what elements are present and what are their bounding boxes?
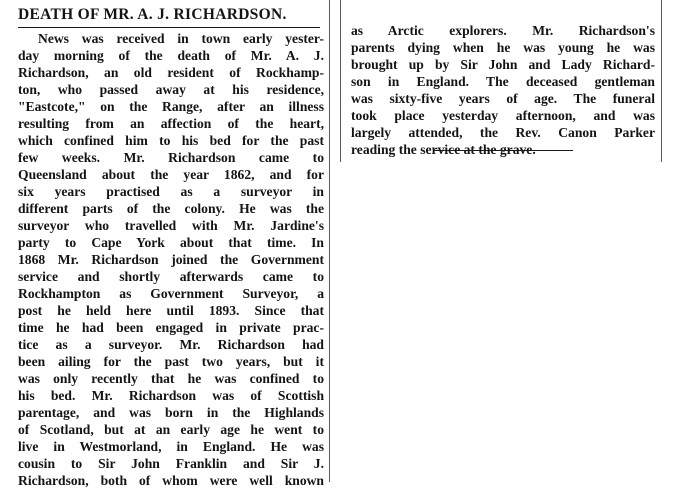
text-line: took place yesterday afternoon, and was [351,108,655,123]
text-line: cousin to Sir John Franklin and Sir J. [18,456,324,471]
text-line: resulting from an affection of the heart, [18,116,324,131]
headline-rule [18,27,320,28]
text-line: Richardson, both of whom were well known [18,473,324,488]
text-line: time he had been engaged in private prac- [18,320,324,335]
text-line: party to Cape York about that time. In [18,235,324,250]
text-line: News was received in town early yester- [38,31,324,46]
text-line: service and shortly afterwards came to [18,269,324,284]
end-rule [433,150,573,151]
text-line: was sixty-five years of age. The funeral [351,91,655,106]
left-column-text [18,30,324,489]
article-headline: DEATH OF MR. A. J. RICHARDSON. [18,6,287,23]
text-line: post he held here until 1893. Since that [18,303,324,318]
text-line: different parts of the colony. He was the [18,201,324,216]
text-line: Queensland about the year 1862, and for [18,167,324,182]
right-column [340,0,662,162]
text-line: few weeks. Mr. Richardson came to [18,150,324,165]
text-line: "Eastcote," on the Range, after an illness [18,99,324,114]
text-line: which confined him to his bed for the past [18,133,324,148]
text-line: surveyor who travelled with Mr. Jardine's [18,218,324,233]
text-line: parentage, and was born in the Highlands [18,405,324,420]
text-line: ton, who passed away at his residence, [18,82,324,97]
text-line: was only recently that he was confined to [18,371,324,386]
text-line: Richardson, an old resident of Rockhamp- [18,65,324,80]
text-line: son in England. The deceased gentleman [351,74,655,89]
text-line: his bed. Mr. Richardson was of Scottish [18,388,324,403]
text-line: tice as a surveyor. Mr. Richardson had [18,337,324,352]
text-line: Rockhampton as Government Surveyor, a [18,286,324,301]
text-line: reading the service at the grave. [351,142,536,157]
text-line: of Scotland, but at an early age he went to [18,422,324,437]
right-column-text [351,22,655,158]
left-column [4,0,330,488]
text-line: brought up by Sir John and Lady Richard- [351,57,655,72]
text-line: been ailing for the past two years, but it [18,354,324,369]
text-line: largely attended, the Rev. Canon Parker [351,125,655,140]
text-line: live in Westmorland, in England. He was [18,439,324,454]
text-line: day morning of the death of Mr. A. J. [18,48,324,63]
text-line: six years practised as a surveyor in [18,184,324,199]
text-line: 1868 Mr. Richardson joined the Government [18,252,324,267]
text-line: as Arctic explorers. Mr. Richardson's [351,23,655,38]
text-line: parents dying when he was young he was [351,40,655,55]
